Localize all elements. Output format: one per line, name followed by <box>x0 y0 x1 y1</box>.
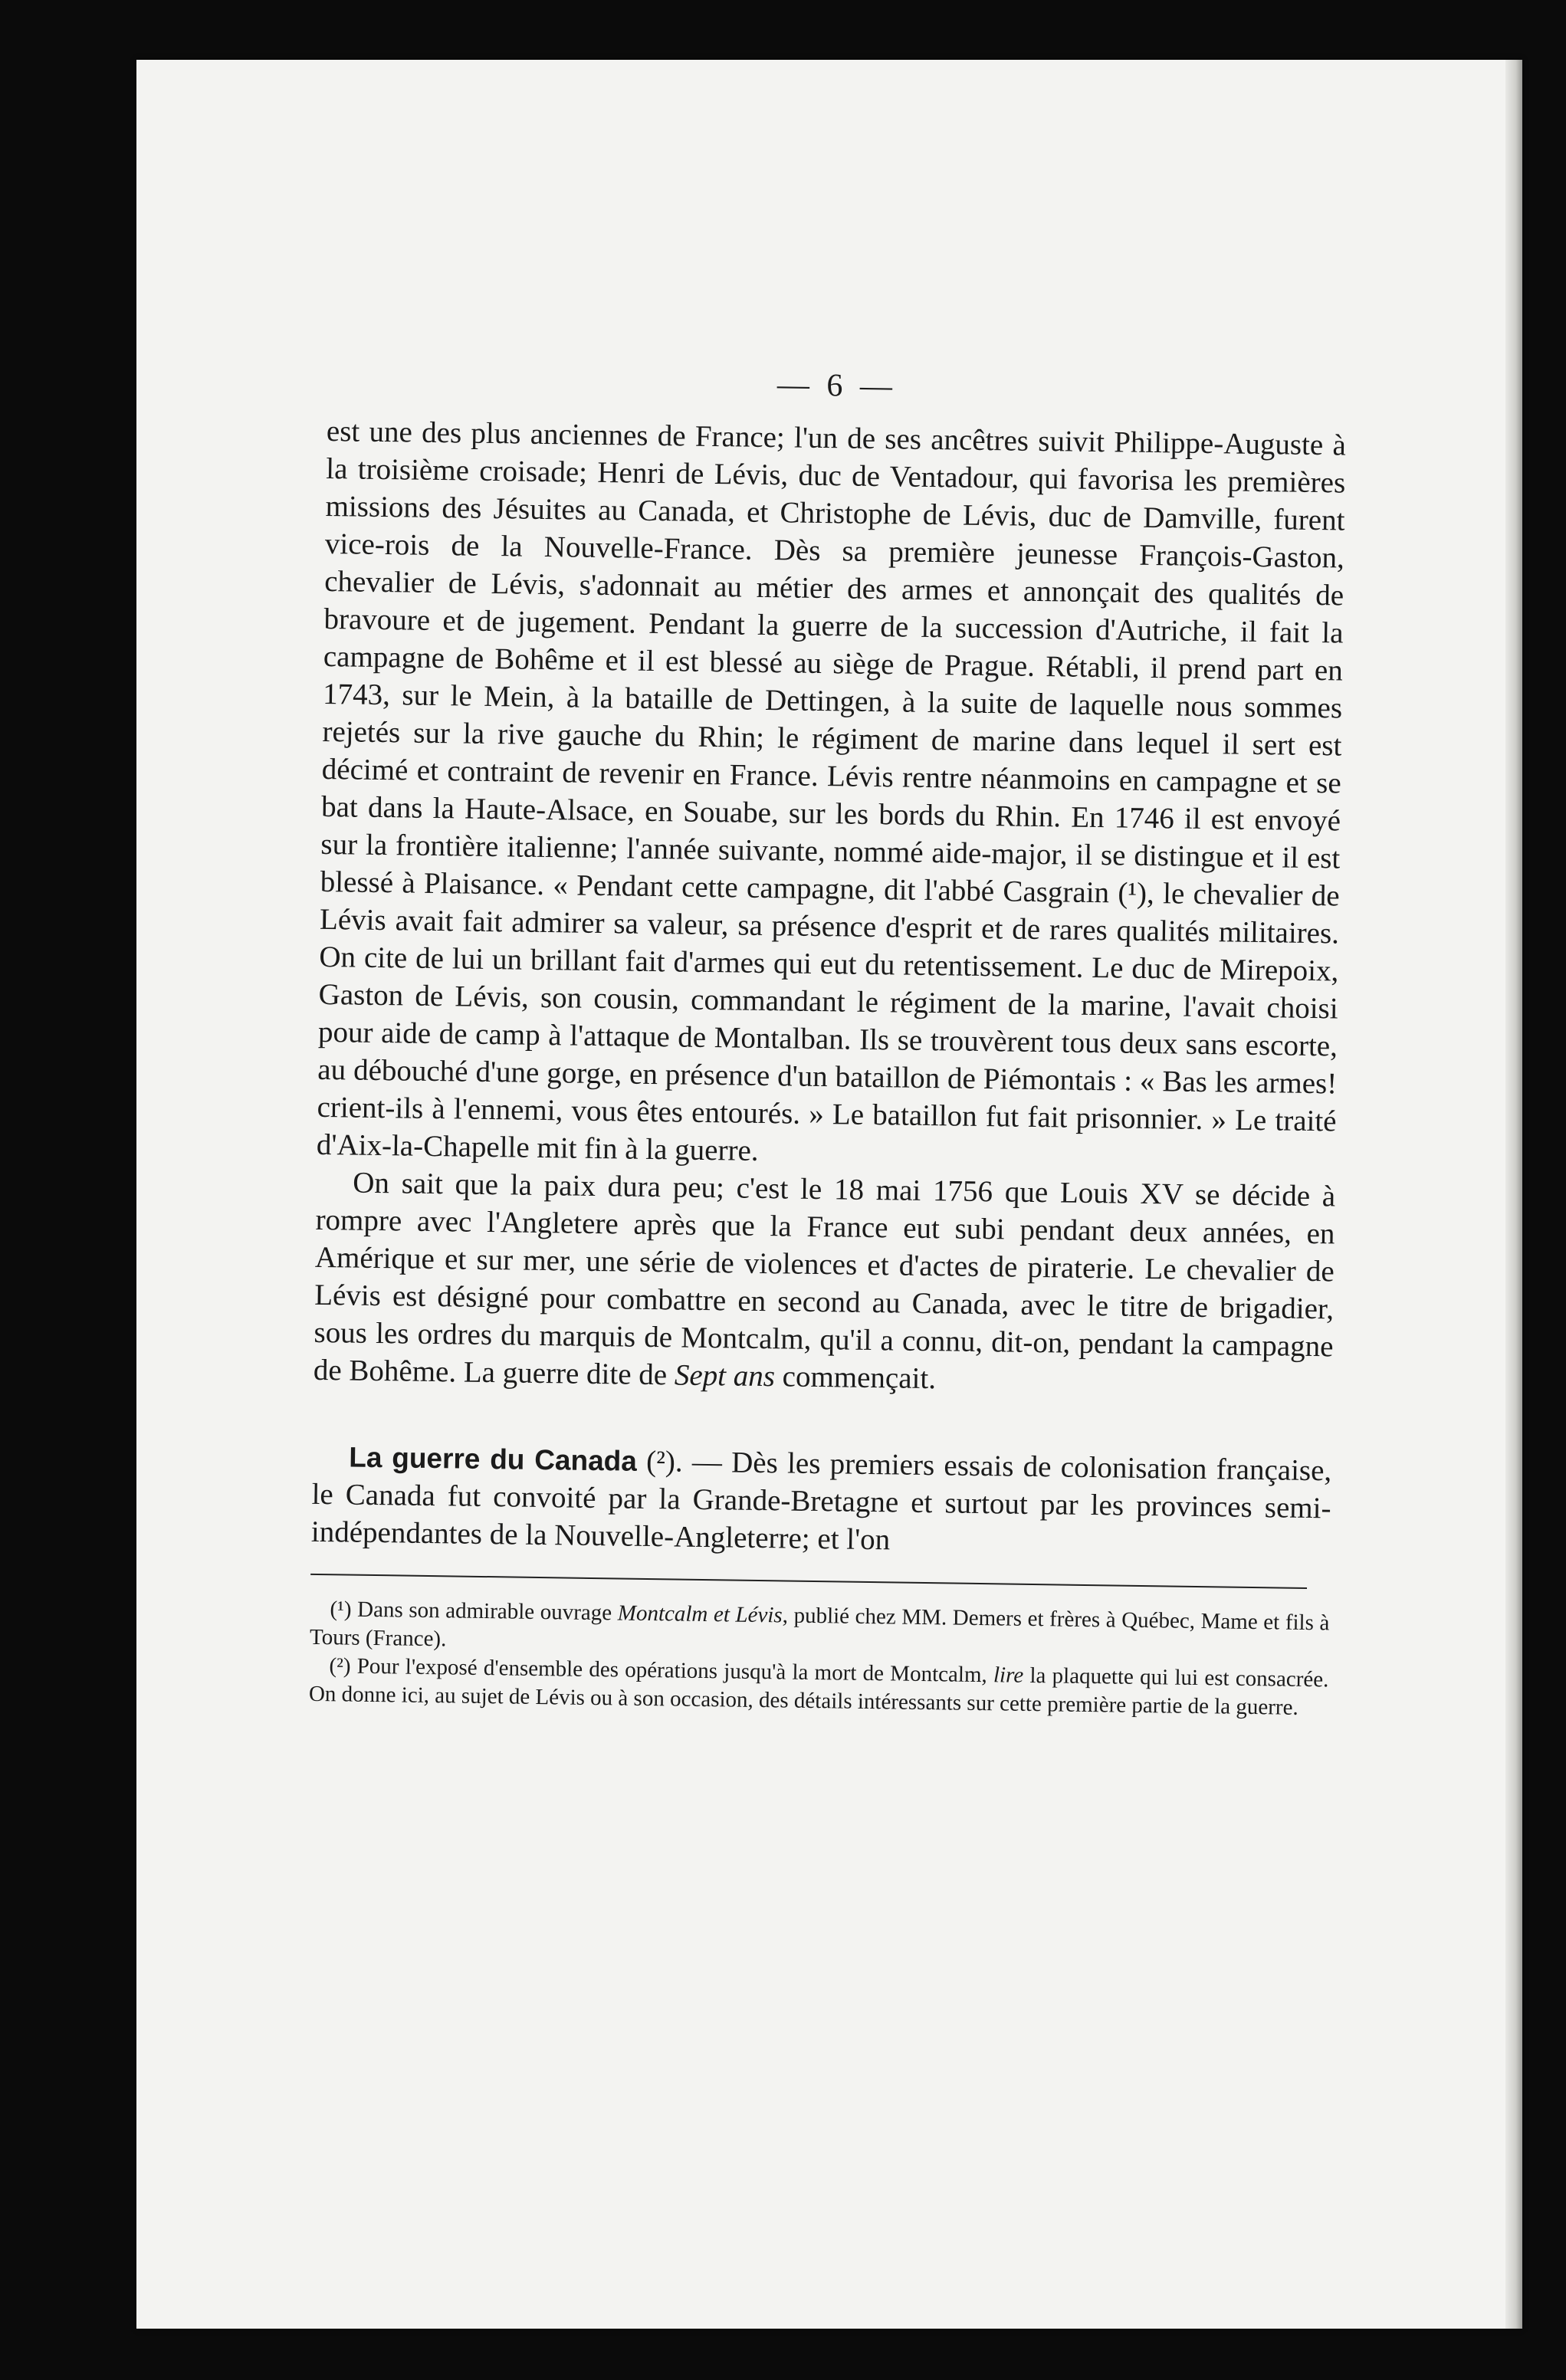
section-heading: La guerre du Canada <box>349 1441 638 1477</box>
body-text <box>311 412 1347 1564</box>
page-number: — 6 — <box>776 367 898 405</box>
paragraph-1: est une des plus anciennes de France; l'un de ses ancêtres suivit Philippe-Auguste à la troisième croisade; Henri de Lévis, duc de Ventadour, qui favorisa les premières missions des Jésuites au Canada, et Christophe de Lévis, duc de Damville, furent vice-rois de la Nouvelle-France. Dès sa première jeunesse François-Gaston, chevalier de Lévis, s'adonnait au métier des armes et annonçait des qualités de bravoure et de jugement. Pendant la guerre de la succession d'Autriche, il fait la campagne de Bohême et il est blessé au siège de Prague. Rétabli, il prend part en 1743, sur le Mein, à la bataille de Dettingen, à la suite de laquelle nous sommes rejetés sur la rive gauche du Rhin; le régiment de marine dans lequel il sert est décimé et contraint de revenir en France. Lévis rentre néanmoins en campagne et se bat dans la Haute-Alsace, en Souabe, sur les bords du Rhin. En 1746 il est envoyé sur la frontière italienne; l'année suivante, nommé aide-major, il se distingue et il est blessé à Plaisance. « Pendant cette campagne, dit l'abbé Casgrain (¹), le chevalier de Lévis avait fait admirer sa valeur, sa présence d'esprit et de rares qualités militaires. On cite de lui un brillant fait d'armes qui eut du retentissement. Le duc de Mirepoix, Gaston de Lévis, son cousin, commandant le régiment de la marine, l'avait choisi pour aide de camp à l'attaque de Montalban. Ils se trouvèrent tous deux sans escorte, au débouché d'une gorge, en présence d'un bataillon de Piémontais : « Bas les armes! crient-ils à l'ennemi, vous êtes entourés. » Le bataillon fut fait prisonnier. » Le traité d'Aix-la-Chapelle mit fin à la guerre. <box>316 414 1347 1167</box>
section-paragraph: La guerre du Canada (²). — Dès les premiers essais de colonisation française, le Canada fut convoité par la Grande-Bretagne et surtout par les provinces semi-indépendantes de la Nouvelle-Angleterre; et l'on <box>310 1441 1332 1557</box>
paragraph-2: On sait que la paix dura peu; c'est le 18 mai 1756 que Louis XV se décide à rompre avec l'Angletere après que la France eut subi pendant deux années, en Amérique et sur mer, une série de violences et d'actes de piraterie. Le chevalier de Lévis est désigné pour combattre en second au Canada, avec le titre de brigadier, sous les ordres du marquis de Montcalm, qu'il a connu, dit-on, pendant la campagne de Bohême. La guerre dite de Sept ans commençait. <box>313 1166 1336 1396</box>
footnote-2: (²) Pour l'exposé d'ensemble des opérations jusqu'à la mort de Montcalm, lire la plaquette qui lui est consacrée. On donne ici, au sujet de Lévis ou à son occasion, des détails intéressants sur cette première partie de la guerre. <box>308 1653 1329 1720</box>
footnotes <box>309 1595 1330 1723</box>
scanned-page <box>136 60 1522 2329</box>
footnote-divider <box>310 1574 1307 1589</box>
page-edge-shadow <box>1505 60 1522 2329</box>
emphasis-sept-ans: Sept ans <box>674 1358 776 1394</box>
footnote-1: (¹) Dans son admirable ouvrage Montcalm et Lévis, publié chez MM. Demers et frères à Québec, Mame et fils à Tours (France). <box>309 1597 1330 1652</box>
page-content <box>309 320 1348 1722</box>
footnote-reference: (²) <box>645 1444 676 1479</box>
